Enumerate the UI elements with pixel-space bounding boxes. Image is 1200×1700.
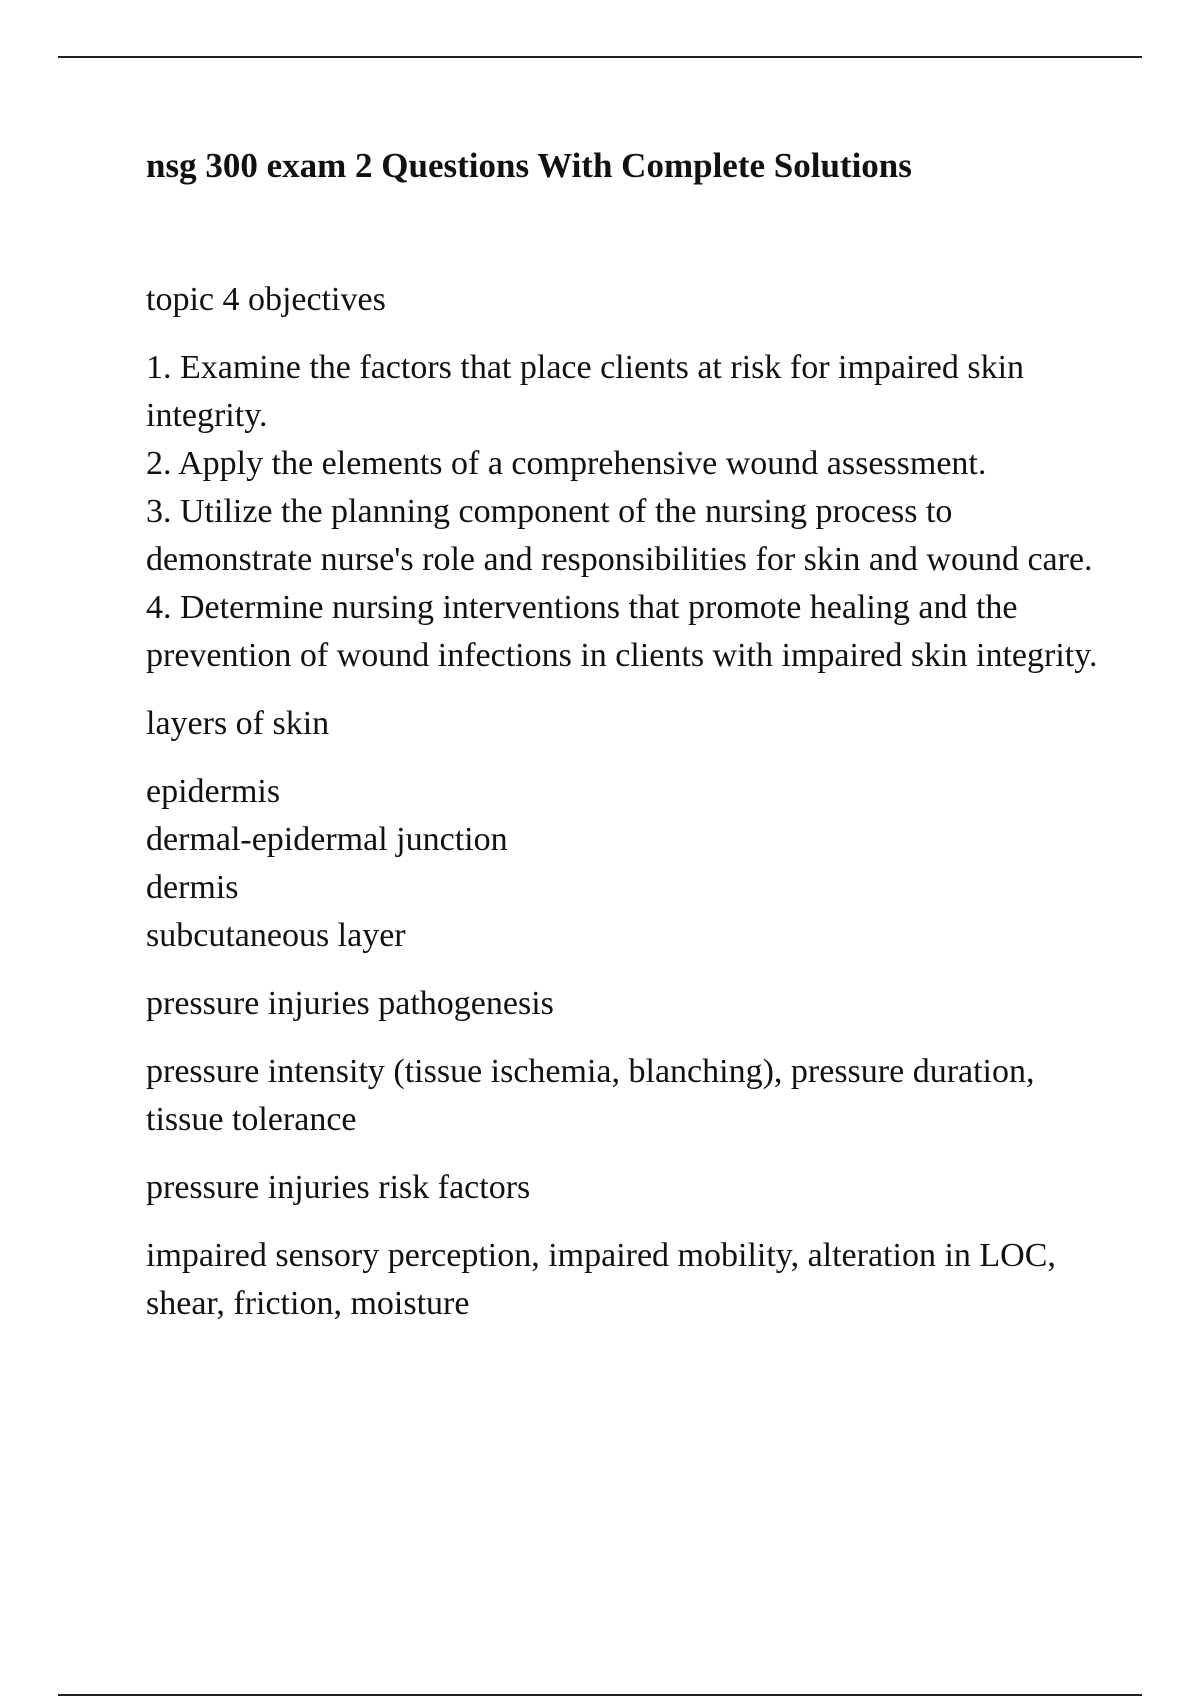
bottom-divider — [58, 1694, 1142, 1696]
page-title: nsg 300 exam 2 Questions With Complete Solutions — [146, 146, 912, 185]
term-text: layers of skin — [146, 705, 330, 742]
definition-line: subcutaneous layer — [146, 917, 406, 954]
definition-line: impaired sensory perception, impaired mobility, alteration in LOC, shear, friction, moisture — [146, 1237, 1056, 1322]
qa-list — [146, 276, 1106, 1328]
definition-line: epidermis — [146, 773, 281, 810]
definition-text — [146, 1048, 1106, 1144]
definition-line: dermis — [146, 869, 239, 906]
definition-text — [146, 1232, 1106, 1328]
definition-line: 4. Determine nursing interventions that promote healing and the prevention of wound infections in clients with impaired skin integrity. — [146, 589, 1098, 674]
definition-text — [146, 768, 1106, 960]
top-divider — [58, 56, 1142, 58]
term-text: topic 4 objectives — [146, 281, 386, 318]
definition-line: 2. Apply the elements of a comprehensive wound assessment. — [146, 445, 987, 482]
definition-line: dermal-epidermal junction — [146, 821, 508, 858]
definition-text — [146, 344, 1106, 680]
definition-line: 1. Examine the factors that place clients at risk for impaired skin integrity. — [146, 349, 1025, 434]
definition-line: 3. Utilize the planning component of the nursing process to demonstrate nurse's role and responsibilities for skin and wound care. — [146, 493, 1093, 578]
definition-line: pressure intensity (tissue ischemia, blanching), pressure duration, tissue tolerance — [146, 1053, 1035, 1138]
term-text: pressure injuries pathogenesis — [146, 985, 554, 1022]
page-content — [146, 144, 1106, 1348]
term-text: pressure injuries risk factors — [146, 1169, 531, 1206]
